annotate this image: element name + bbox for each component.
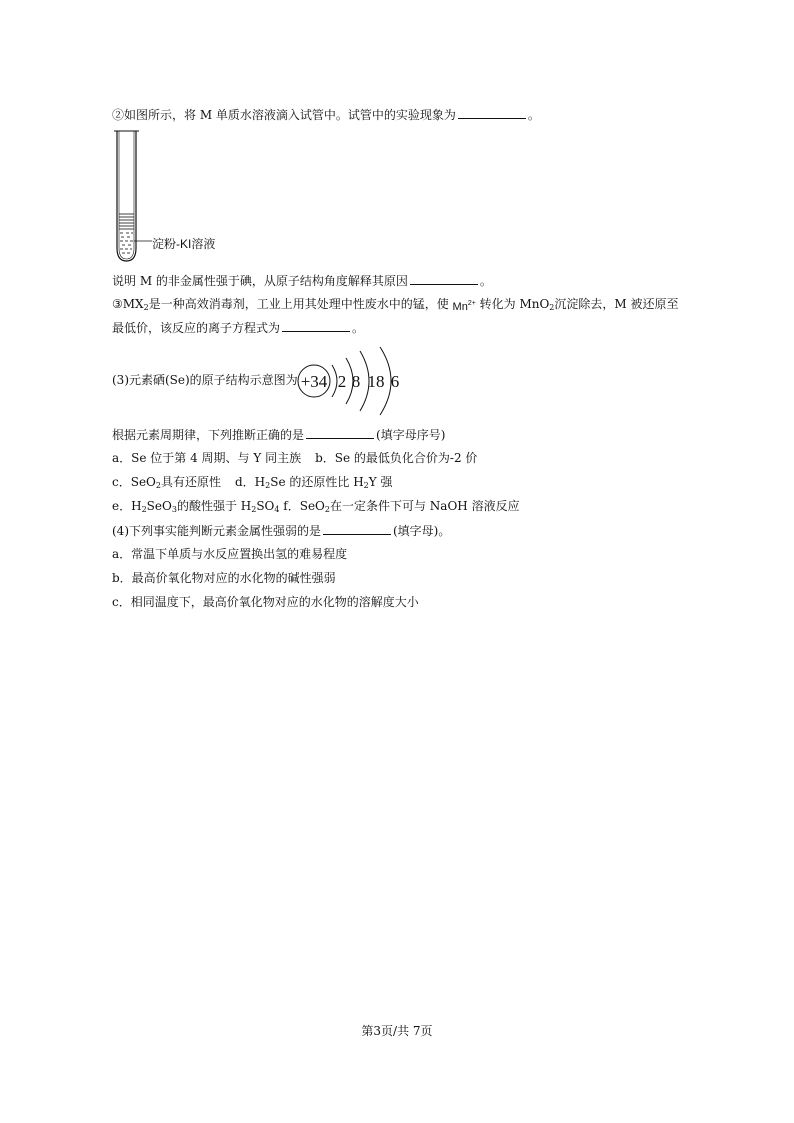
judge-line [112, 426, 445, 443]
options-ab [112, 450, 477, 466]
shell-electrons-3: 18 [367, 372, 385, 391]
tube-label: 淀粉-KI溶液 [152, 237, 216, 251]
mn-symbol: Mn [452, 301, 468, 313]
nucleus-charge: +34 [300, 372, 328, 391]
subscript: 2 [155, 481, 161, 490]
subscript: 2 [265, 481, 271, 490]
shell-electrons-1: 2 [337, 372, 347, 391]
t: Y 强 [368, 475, 393, 489]
text: (3)元素硒(Se)的原子结构示意图为 [112, 373, 298, 387]
text: 是一种高效消毒剂，工业上用其处理中性废水中的锰，使 [148, 297, 449, 311]
subscript: 2 [324, 505, 330, 514]
t: c．SeO [112, 475, 156, 489]
explain-text: 说明 M 的非金属性强于碘，从原子结构角度解释其原因 [112, 274, 408, 288]
shell-electrons-4: 6 [390, 372, 400, 391]
subscript: 2 [251, 505, 257, 514]
question-3-line-2 [112, 319, 364, 336]
t: 在一定条件下可与 NaOH 溶液反应 [329, 499, 520, 513]
answer-blank[interactable] [458, 106, 526, 119]
se-question-line [112, 372, 298, 388]
text: 沉淀除去，M 被还原至 [554, 297, 679, 311]
option-d [235, 475, 393, 489]
subscript: 2 [549, 303, 555, 312]
mn-ion [453, 301, 476, 313]
punct: 。 [479, 274, 492, 288]
text: 根据元素周期律，下列推断正确的是 [112, 428, 305, 442]
answer-blank[interactable] [323, 522, 391, 535]
option-a: a．Se 位于第 4 周期、与 Y 同主族 [112, 451, 302, 465]
t: Se 的还原性比 H [270, 475, 364, 489]
question-3-line-1 [112, 296, 679, 313]
subscript: 2 [141, 505, 147, 514]
answer-blank[interactable] [410, 272, 478, 285]
answer-blank[interactable] [282, 319, 350, 332]
text: 转化为 MnO [479, 297, 550, 311]
answer-blank[interactable] [306, 426, 374, 439]
punct: 。 [527, 108, 540, 122]
text: (4)下列事实能判断元素金属性强弱的是 [112, 524, 321, 538]
punct: 。 [352, 321, 365, 335]
subscript: 4 [274, 505, 280, 514]
selenium-atom-diagram [296, 345, 416, 417]
t: e．H [112, 499, 142, 513]
subscript: 3 [171, 505, 177, 514]
text: (填字母序号) [376, 428, 446, 442]
option-c [112, 475, 221, 489]
t: f．SeO [279, 499, 325, 513]
t: d．H [235, 475, 266, 489]
test-tube-illustration [112, 128, 152, 268]
shell-electrons-2: 8 [351, 372, 361, 391]
explain-line [112, 272, 492, 289]
superscript: 2+ [467, 300, 476, 307]
options-cd [112, 474, 393, 490]
option-b: b．Se 的最低负化合价为-2 价 [315, 451, 478, 465]
t: 具有还原性 [160, 475, 221, 489]
q4-option-a: a．常温下单质与水反应置换出氢的难易程度 [112, 547, 348, 561]
t: SeO [146, 499, 172, 513]
page-footer: 第3页/共 7页 [361, 1024, 433, 1038]
question-2-text: ②如图所示，将 M 单质水溶液滴入试管中。试管中的实验现象为 [112, 108, 456, 122]
text: (填字母)。 [393, 524, 451, 538]
t: SO [256, 499, 275, 513]
shell-arc-1 [332, 365, 337, 397]
subscript: 2 [143, 303, 149, 312]
question-2-line [112, 106, 540, 123]
t: 的酸性强于 H [176, 499, 252, 513]
question-4-line [112, 522, 450, 539]
subscript: 2 [363, 481, 369, 490]
options-ef [112, 498, 520, 514]
q4-option-b: b．最高价氧化物对应的水化物的碱性强弱 [112, 571, 336, 585]
q4-option-c: c．相同温度下，最高价氧化物对应的水化物的溶解度大小 [112, 595, 419, 609]
text: 最低价，该反应的离子方程式为 [112, 321, 281, 335]
text: ③MX [112, 297, 144, 311]
